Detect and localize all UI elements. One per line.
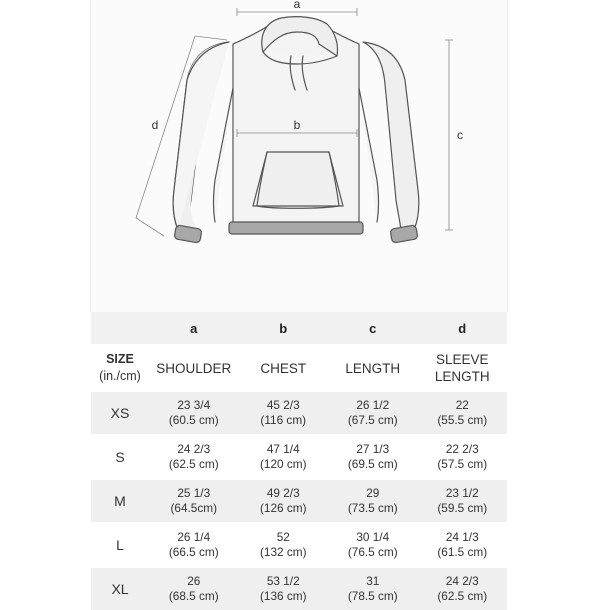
letter-b: b [239,312,329,345]
right-cuff [390,225,418,243]
letter-c: c [328,312,418,345]
table-cell: 47 1/4 (120 cm) [239,435,329,479]
corner-cell [91,312,149,345]
kangaroo-pocket [253,152,343,206]
table-cell: 26 1/4 (66.5 cm) [149,523,239,567]
size-label: XL [91,567,149,610]
table-cell: 45 2/3 (116 cm) [239,391,329,435]
letter-d: d [418,312,508,345]
table-cell: 31 (78.5 cm) [328,567,418,610]
table-cell: 27 1/3 (69.5 cm) [328,435,418,479]
measure-name-length: LENGTH [328,345,418,391]
size-label: M [91,479,149,523]
measure-name-shoulder: SHOULDER [149,345,239,391]
table-row [91,523,507,567]
label-b: b [293,118,301,132]
size-label: S [91,435,149,479]
table-row [91,567,507,610]
table-cell: 30 1/4 (76.5 cm) [328,523,418,567]
size-header-title: SIZE [106,352,134,366]
hoodie-illustration [1,0,600,312]
label-c: c [457,128,463,142]
measure-name-sleeve-length: SLEEVE LENGTH [418,345,508,391]
left-cuff [174,225,202,243]
table-cell: 24 2/3 (62.5 cm) [418,567,508,610]
table-cell: 22 2/3 (57.5 cm) [418,435,508,479]
table-cell: 26 (68.5 cm) [149,567,239,610]
letter-a: a [149,312,239,345]
table-cell: 52 (132 cm) [239,523,329,567]
measure-letter-row [91,312,507,345]
table-cell: 22 (55.5 cm) [418,391,508,435]
size-label: XS [91,391,149,435]
measure-name-chest: CHEST [239,345,329,391]
table-cell: 49 2/3 (126 cm) [239,479,329,523]
right-sleeve [363,42,419,230]
table-cell: 23 1/2 (59.5 cm) [418,479,508,523]
measure-name-row [91,345,507,391]
hoodie-diagram [90,0,508,312]
table-cell: 25 1/3 (64.5cm) [149,479,239,523]
table-cell: 26 1/2 (67.5 cm) [328,391,418,435]
size-header [91,345,149,391]
table-cell: 24 2/3 (62.5 cm) [149,435,239,479]
table-cell: 24 1/3 (61.5 cm) [418,523,508,567]
table-cell: 53 1/2 (136 cm) [239,567,329,610]
table-cell: 23 3/4 (60.5 cm) [149,391,239,435]
size-chart-table [91,312,507,610]
table-cell: 29 (73.5 cm) [328,479,418,523]
table-row [91,391,507,435]
label-a: a [293,0,301,11]
table-row [91,435,507,479]
label-d: d [151,118,159,132]
size-label: L [91,523,149,567]
size-header-units: (in./cm) [99,369,141,383]
table-row [91,479,507,523]
waistband [229,222,363,234]
